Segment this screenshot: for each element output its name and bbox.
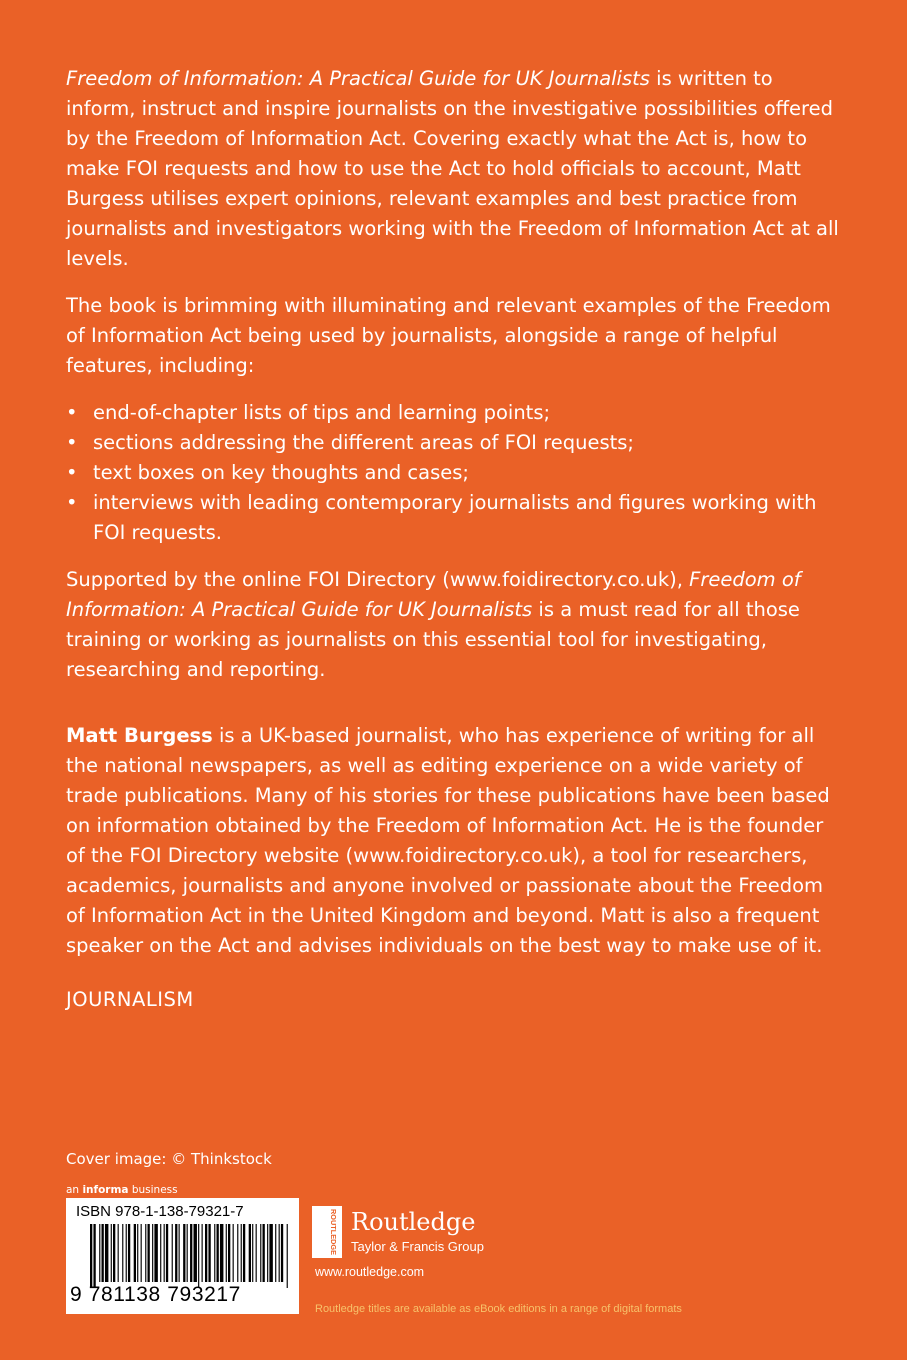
- author-name: Matt Burgess: [66, 724, 213, 747]
- barcode-bar: [154, 1224, 157, 1282]
- description-paragraph-3-end: is a must read for all those training or working as journalists on this essential tool for investigating, researching and reporting.: [66, 598, 800, 681]
- publisher-group: Taylor & Francis Group: [351, 1239, 484, 1254]
- ebook-availability-note: Routledge titles are available as eBook editions in a range of digital formats: [315, 1303, 682, 1315]
- barcode-digits: 9 781138 793217: [70, 1283, 241, 1306]
- barcode-bar: [275, 1224, 276, 1282]
- barcode-bar: [105, 1224, 108, 1282]
- barcode-bar: [226, 1224, 227, 1282]
- barcode-bar: [228, 1224, 230, 1282]
- features-list: [66, 398, 846, 548]
- barcode-bar: [267, 1224, 268, 1282]
- back-cover-text: [66, 64, 846, 1015]
- isbn-barcode: [66, 1198, 299, 1314]
- barcode-bar: [111, 1224, 112, 1282]
- barcode-bar: [279, 1224, 280, 1282]
- publisher-name: Routledge: [351, 1208, 476, 1236]
- barcode-bar: [237, 1224, 238, 1282]
- routledge-logo-text: ROUTLEDGE: [329, 1209, 338, 1257]
- barcode-bar: [281, 1224, 283, 1282]
- barcode-bar: [172, 1224, 173, 1282]
- informa-business-tag: [66, 1184, 178, 1197]
- barcode-bar: [148, 1224, 150, 1282]
- book-title-italic: Freedom of Information: A Practical Guide for UK Journalists: [66, 568, 801, 621]
- barcode-bar: [93, 1224, 95, 1288]
- barcode-bar: [164, 1224, 165, 1282]
- barcode-bar: [243, 1224, 245, 1282]
- barcode-bar: [102, 1224, 104, 1282]
- barcode-bar: [190, 1224, 192, 1282]
- barcode-bar: [256, 1224, 257, 1282]
- barcode-bar: [194, 1224, 197, 1282]
- description-paragraph-1-text: is written to inform, instruct and inspire journalists on the investigative possibilities offered by the Freedom of Information Act. Covering exactly what the Act is, how to make FOI requests and how to use the Act to hold officials to account, Matt Burgess utilises expert opinions, relevant examples and best practice from journalists and investigators working with the Freedom of Information Act at all levels.: [66, 67, 839, 270]
- author-bio-text: is a UK-based journalist, who has experience of writing for all the national newspapers, as well as editing experience on a wide variety of trade publications. Many of his stories for these publications have been based on information obtained by the Freedom of Information Act. He is the founder of the FOI Directory website (www.foidirectory.co.uk), a tool for researchers, academics, journalists and anyone involved or passionate about the Freedom of Information Act in the United Kingdom and beyond. Matt is also a frequent speaker on the Act and advises individuals on the best way to make use of it.: [66, 724, 830, 957]
- barcode-bar: [260, 1224, 261, 1282]
- barcode-bar: [214, 1224, 215, 1282]
- informa-brand: informa: [82, 1184, 129, 1196]
- feature-item: • interviews with leading contemporary journalists and figures working with FOI requests.: [66, 488, 846, 548]
- book-title-italic: Freedom of Information: A Practical Guide for UK Journalists: [66, 67, 650, 90]
- barcode-bar: [202, 1224, 203, 1282]
- barcode-bar: [187, 1224, 188, 1282]
- author-bio: [66, 721, 846, 961]
- description-paragraph-3: [66, 565, 846, 685]
- barcode-bar: [179, 1224, 180, 1282]
- barcode-bar: [160, 1224, 161, 1282]
- barcode-bar: [205, 1224, 207, 1282]
- barcode-bar: [175, 1224, 177, 1282]
- barcode-bar: [134, 1224, 136, 1282]
- feature-item: • sections addressing the different areas of FOI requests;: [66, 428, 846, 458]
- barcode-bar: [252, 1224, 253, 1282]
- subject-category: JOURNALISM: [66, 988, 194, 1011]
- description-paragraph-2: The book is brimming with illuminating and relevant examples of the Freedom of Information Act being used by journalists, alongside a range of helpful features, including:: [66, 294, 831, 377]
- barcode-bar: [183, 1224, 185, 1282]
- barcode-bar: [113, 1224, 115, 1282]
- publisher-url[interactable]: www.routledge.com: [315, 1265, 425, 1279]
- informa-suffix: business: [128, 1184, 178, 1196]
- feature-item: • end-of-chapter lists of tips and learning points;: [66, 398, 846, 428]
- barcode-bar: [166, 1224, 168, 1282]
- barcode-icon: [90, 1224, 290, 1288]
- description-paragraph-1: [66, 64, 846, 274]
- barcode-bar: [152, 1224, 153, 1282]
- barcode-bar: [263, 1224, 265, 1282]
- barcode-bar: [122, 1224, 123, 1282]
- description-paragraph-3-start: Supported by the online FOI Directory (www.foidirectory.co.uk),: [66, 568, 690, 591]
- barcode-bar: [99, 1224, 100, 1282]
- barcode-bar: [217, 1224, 219, 1282]
- informa-prefix: an: [66, 1184, 83, 1196]
- barcode-bar: [249, 1224, 251, 1282]
- routledge-logo-icon: [312, 1206, 342, 1258]
- barcode-bar: [220, 1224, 223, 1282]
- barcode-bar: [128, 1224, 130, 1282]
- barcode-bar: [90, 1224, 92, 1288]
- barcode-bar: [126, 1224, 127, 1282]
- isbn-label: ISBN 978-1-138-79321-7: [76, 1203, 244, 1220]
- barcode-bar: [241, 1224, 242, 1282]
- barcode-bar: [208, 1224, 210, 1282]
- barcode-bar: [118, 1224, 119, 1282]
- barcode-bar: [233, 1224, 234, 1282]
- barcode-bar: [141, 1224, 142, 1282]
- barcode-bar: [269, 1224, 272, 1282]
- barcode-bar: [145, 1224, 146, 1282]
- barcode-bar: [198, 1224, 199, 1288]
- feature-item: • text boxes on key thoughts and cases;: [66, 458, 846, 488]
- barcode-bar: [287, 1224, 288, 1288]
- cover-image-credit: Cover image: © Thinkstock: [66, 1150, 272, 1168]
- barcode-bar: [137, 1224, 138, 1282]
